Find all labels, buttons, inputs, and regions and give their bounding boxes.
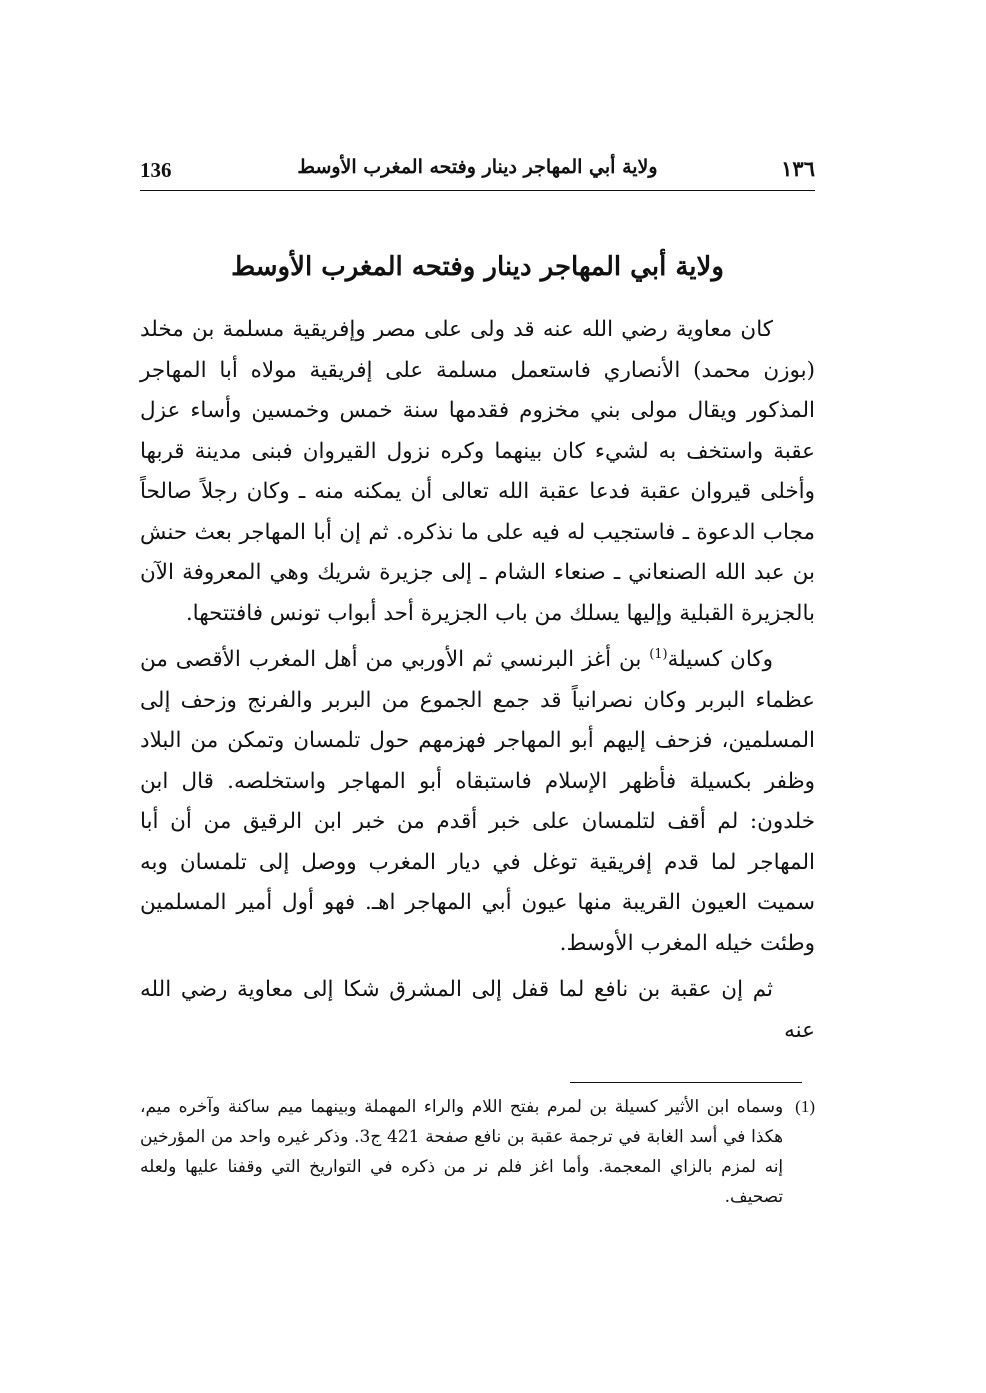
chapter-title: ولاية أبي المهاجر دينار وفتحه المغرب الأوسط [231,252,724,282]
page-number-latin: 136 [140,158,172,182]
page-number-arabic: ١٣٦ [781,156,815,181]
body-text [140,310,815,1057]
paragraph-3: ثم إن عقبة بن نافع لما قفل إلى المشرق شكا إلى معاوية رضي الله عنه [140,977,815,1043]
running-header [140,150,815,191]
footnote-reference: (1) [649,646,668,662]
footnotes [140,1092,815,1212]
paragraph-2-start: وكان كسيلة [667,647,774,672]
paragraph-1: كان معاوية رضي الله عنه قد ولى على مصر وإفريقية مسلمة بن مخلد (بوزن محمد) الأنصاري فاستعمل مسلمة على إفريقية مولاه أبا المهاجر المذكور ويقال مولى بني مخزوم فقدمها سنة خمس وخمسين وأساء عزل عقبة واستخف به لشيء كان بينهما وكره نزول القيروان فبنى مدينة قربها وأخلى قيروان عقبة فدعا عقبة الله تعالى أن يمكنه منه ـ وكان رجلاً صالحاً مجاب الدعوة ـ فاستجيب له فيه على ما نذكره. ثم إن أبا المهاجر بعث حنش بن عبد الله الصنعاني ـ صنعاء الشام ـ إلى جزيرة شريك وهي المعروفة الآن بالجزيرة القبلية وإليها يسلك من باب الجزيرة أحد أبواب تونس فافتتحها. [140,317,815,626]
paragraph-2-rest: بن أغز البرنسي ثم الأوربي من أهل المغرب الأقصى من عظماء البربر وكان نصرانياً قد جمع الجموع من البربر والفرنج وزحف إلى المسلمين، فزحف إليهم أبو المهاجر فهزمهم حول تلمسان وتمكن من البلاد وظفر بكسيلة فأظهر الإسلام فاستبقاه أبو المهاجر واستخلصه. قال ابن خلدون: لم أقف لتلمسان على خبر أقدم من خبر ابن الرقيق من أن أبا المهاجر لما قدم إفريقية توغل في ديار المغرب ووصل إلى تلمسان وبه سميت العيون القريبة منها عيون أبي المهاجر اهـ. فهو أول أمير المسلمين وطئت خيله المغرب الأوسط. [140,647,815,956]
footnote-divider [570,1082,802,1083]
paragraph-2 [140,640,815,964]
footnote-text: وسماه ابن الأثير كسيلة بن لمرم بفتح اللام والراء المهملة وبينهما ميم ساكنة وآخره ميم، هكذا في أسد الغابة في ترجمة عقبة بن نافع صفحة 421 ج3. وذكر غيره واحد من المؤرخين إنه لمزم بالزاي المعجمة. وأما اغز فلم نر من ذكره في التواريخ التي وقفنا عليها ولعله تصحيف. [140,1097,784,1207]
footnote-item [140,1092,815,1212]
footnote-number: (1) [795,1097,815,1116]
running-title: ولاية أبي المهاجر دينار وفتحه المغرب الأوسط [297,156,658,178]
